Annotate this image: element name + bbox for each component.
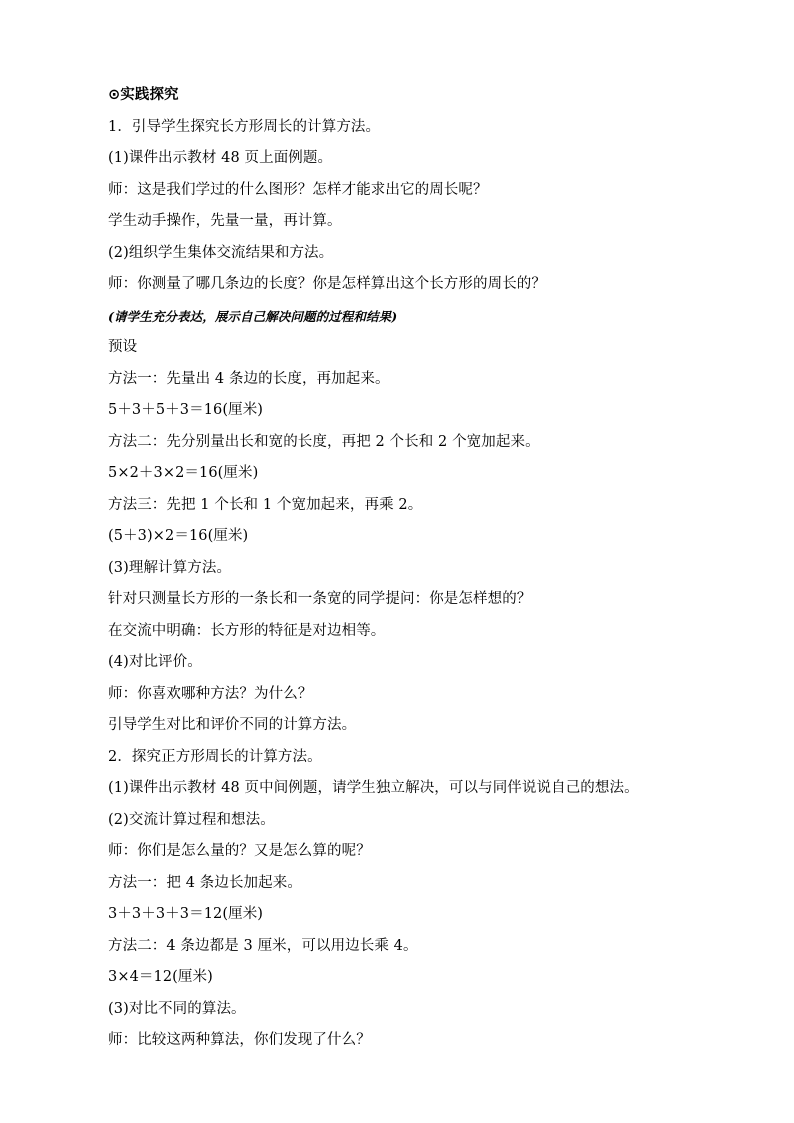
paragraph: (3)理解计算方法。	[108, 559, 232, 576]
formula: 3×4＝12(厘米)	[108, 969, 213, 985]
formula: 5＋3＋5＋3＝16(厘米)	[108, 402, 264, 418]
paragraph: 方法一：先量出 4 条边的长度，再加起来。	[108, 370, 390, 387]
paragraph: 师：这是我们学过的什么图形？怎样才能求出它的周长呢？	[108, 181, 488, 198]
paragraph: 方法二：4 条边都是 3 厘米，可以用边长乘 4。	[108, 937, 418, 954]
paragraph: (1)课件出示教材 48 页上面例题。	[108, 150, 333, 166]
formula: (5＋3)×2＝16(厘米)	[108, 528, 249, 544]
paragraph: 方法一：把 4 条边长加起来。	[108, 874, 302, 891]
paragraph: 师：你喜欢哪种方法？为什么？	[108, 685, 313, 702]
paragraph: 方法二：先分别量出长和宽的长度，再把 2 个长和 2 个宽加起来。	[108, 433, 540, 450]
paragraph: 学生动手操作，先量一量，再计算。	[108, 213, 342, 229]
formula: 5×2＋3×2＝16(厘米)	[108, 465, 259, 481]
step-1-title: 1．引导学生探究长方形周长的计算方法。	[108, 118, 381, 135]
paragraph: 引导学生对比和评价不同的计算方法。	[108, 717, 357, 733]
paragraph: (3)对比不同的算法。	[108, 1000, 246, 1017]
paragraph: (1)课件出示教材 48 页中间例题，请学生独立解决，可以与同伴说说自己的想法。	[108, 780, 639, 796]
paragraph: (4)对比评价。	[108, 654, 202, 670]
document-body	[108, 80, 708, 1057]
paragraph: 师：你们是怎么量的？又是怎么算的呢？	[108, 843, 371, 859]
formula: 3＋3＋3＋3＝12(厘米)	[108, 906, 264, 922]
paragraph: 师：你测量了哪几条边的长度？你是怎样算出这个长方形的周长的？	[108, 276, 546, 292]
paragraph: (2)组织学生集体交流结果和方法。	[108, 244, 334, 261]
paragraph: 针对只测量长方形的一条长和一条宽的同学提问：你是怎样想的？	[108, 591, 532, 607]
paragraph: (2)交流计算过程和想法。	[108, 811, 275, 828]
paragraph: 预设	[108, 339, 138, 355]
paragraph: 师：比较这两种算法，你们发现了什么？	[108, 1032, 371, 1048]
paragraph: 方法三：先把 1 个长和 1 个宽加起来，再乘 2。	[108, 496, 423, 513]
step-2-title: 2．探究正方形周长的计算方法。	[108, 748, 322, 765]
teaching-note: (请学生充分表达，展示自己解决问题的过程和结果)	[108, 308, 398, 324]
paragraph: 在交流中明确：长方形的特征是对边相等。	[108, 622, 386, 639]
section-heading: ⊙实践探究	[108, 87, 179, 103]
